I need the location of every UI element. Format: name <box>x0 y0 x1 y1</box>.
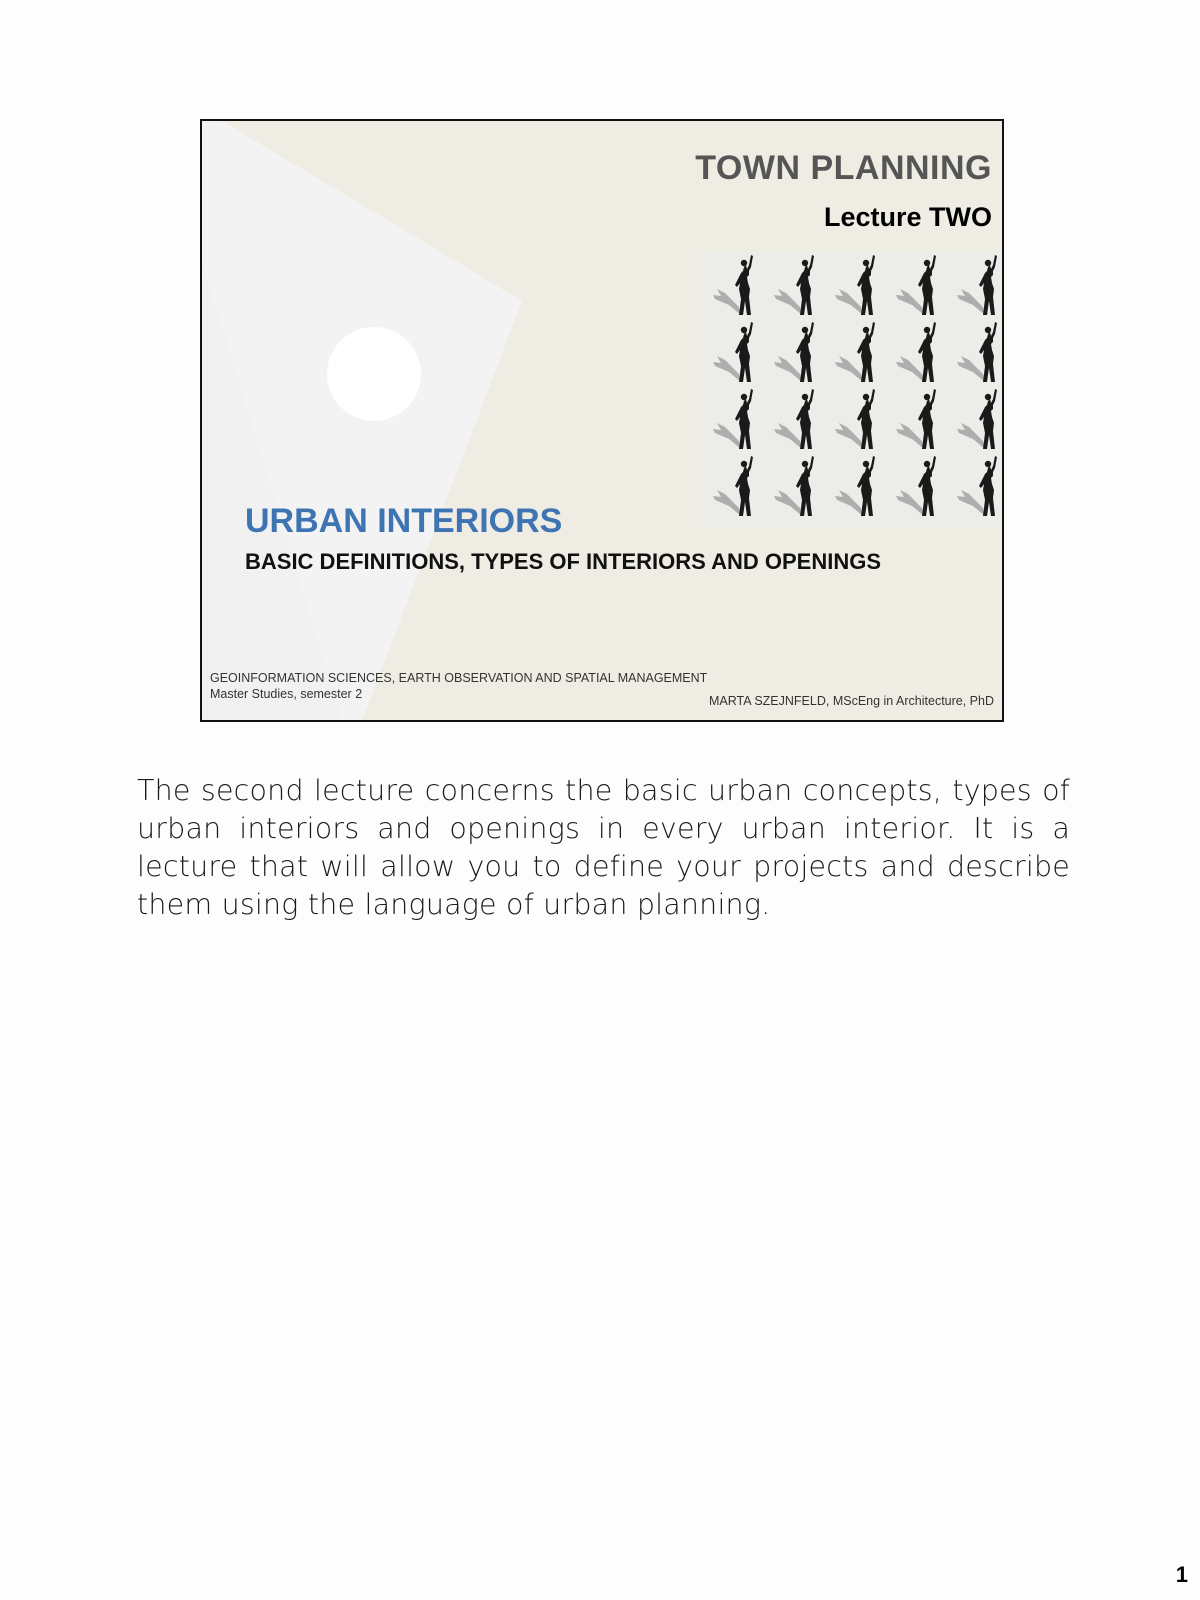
modulor-figure-icon <box>835 389 875 449</box>
modulor-figure-icon <box>774 255 814 315</box>
modulor-figure-icon <box>713 255 753 315</box>
lecture-notes: The second lecture concerns the basic urban concepts, types of urban interiors and openings in every urban interior. It is a lecture that will allow you to define your projects and describe them using the language of urban planning. <box>137 774 1070 921</box>
slide-title: TOWN PLANNING <box>695 149 992 187</box>
modulor-figure-icon <box>713 389 753 449</box>
faculty-line-1: GEOINFORMATION SCIENCES, EARTH OBSERVATION AND SPATIAL MANAGEMENT <box>210 671 708 685</box>
faculty-line-2: Master Studies, semester 2 <box>210 687 363 701</box>
faculty-info <box>210 670 707 702</box>
modulor-figure-icon <box>957 322 997 382</box>
modulor-figure-icon <box>957 456 997 516</box>
modulor-figure-grid <box>699 251 1004 527</box>
white-circle-shape <box>327 327 421 421</box>
modulor-figure-icon <box>957 255 997 315</box>
modulor-figure-icon <box>896 389 936 449</box>
author-credit: MARTA SZEJNFELD, MScEng in Architecture, PhD <box>708 694 994 708</box>
topic-title: URBAN INTERIORS <box>245 502 563 540</box>
modulor-figure-icon <box>835 456 875 516</box>
modulor-figure-icon <box>835 322 875 382</box>
modulor-figure-icon <box>713 456 753 516</box>
modulor-figure-icon <box>713 322 753 382</box>
modulor-figure-icon <box>835 255 875 315</box>
modulor-figure-icon <box>774 322 814 382</box>
topic-subtitle: BASIC DEFINITIONS, TYPES OF INTERIORS AND OPENINGS <box>245 549 882 574</box>
modulor-figure-icon <box>774 456 814 516</box>
modulor-figure-icon <box>774 389 814 449</box>
slide-subtitle: Lecture TWO <box>823 202 992 232</box>
page-number: 1 <box>1175 1562 1188 1587</box>
modulor-figure-icon <box>896 456 936 516</box>
modulor-figure-icon <box>896 255 936 315</box>
modulor-figures <box>699 251 1004 527</box>
modulor-figure-icon <box>957 389 997 449</box>
lecture-slide <box>200 119 1004 722</box>
modulor-figure-icon <box>896 322 936 382</box>
